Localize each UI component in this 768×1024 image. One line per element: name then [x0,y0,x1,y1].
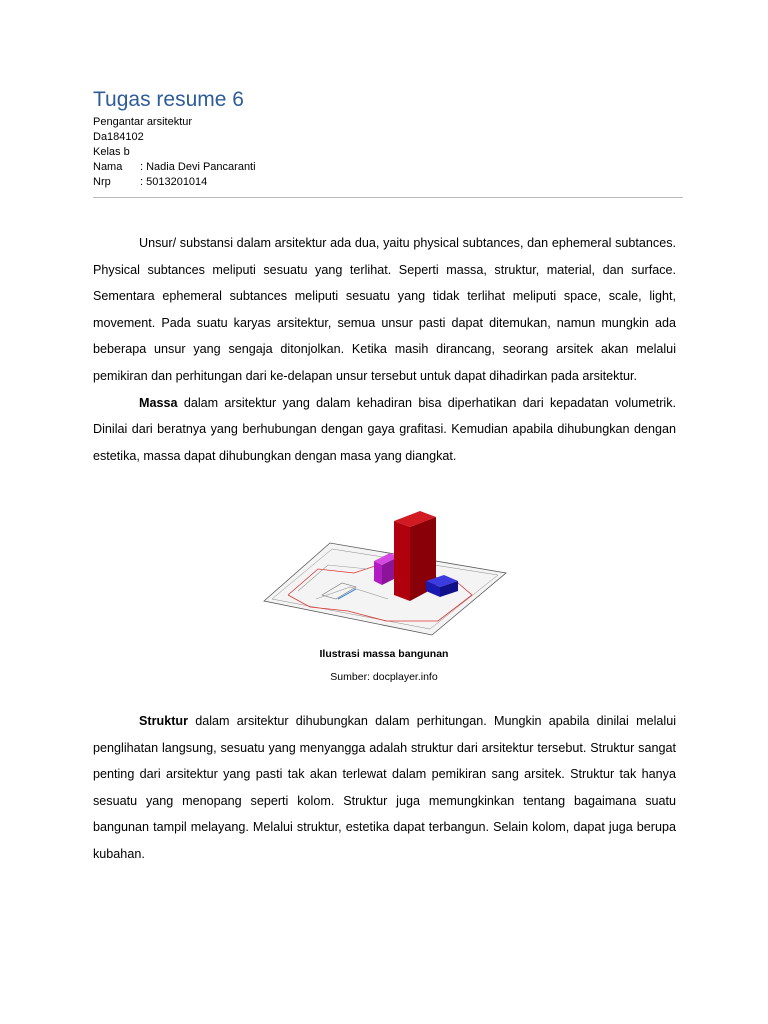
nrp-label: Nrp [93,176,111,188]
mass-illustration-image [258,503,510,638]
magenta-mass-front [374,561,382,585]
student-info [93,115,256,190]
header-divider [93,197,683,198]
course-name: Pengantar arsitektur [93,116,193,128]
struktur-paragraph [93,708,676,868]
struktur-term: Struktur [139,714,188,728]
course-code: Da184102 [93,131,144,143]
page-title: Tugas resume 6 [93,88,244,111]
struktur-text: dalam arsitektur dihubungkan dalam perhitungan. Mungkin apabila dinilai melalui penglihatan langsung, sesuatu yang menyangga adalah struktur dari arsitektur tersebut. Struktur sangat penting dari arsitektur yang pasti tak akan terlewat dalam pemikiran sang arsitek. Struktur tak hanya sesuatu yang menopang seperti kolom. Struktur juga memungkinkan tentang bagaimana suatu bangunan tampil melayang. Melalui struktur, estetika dapat terbangun. Selain kolom, dapat juga berupa kubahan. [93,714,676,861]
nrp-row [93,175,256,190]
massa-term: Massa [139,395,178,410]
body-section-1 [93,230,676,469]
name-value: : Nadia Devi Pancaranti [140,161,256,173]
name-row [93,160,256,175]
class-label: Kelas b [93,146,130,158]
figure-source: Sumber: docplayer.info [330,671,438,683]
red-mass-front [394,521,410,601]
nrp-value: : 5013201014 [140,176,208,188]
body-section-2 [93,708,676,868]
massa-paragraph [93,390,676,470]
name-label: Nama [93,161,123,173]
figure-caption: Ilustrasi massa bangunan [319,648,449,660]
massa-text: dalam arsitektur yang dalam kehadiran bisa diperhatikan dari kepadatan volumetrik. Dinilai dari beratnya yang berhubungan dengan gaya grafitasi. Kemudian apabila dihubungkan dengan estetika, massa dapat dihubungkan dengan masa yang diangkat. [93,395,676,463]
intro-paragraph: Unsur/ substansi dalam arsitektur ada dua, yaitu physical subtances, dan ephemeral subtances. Physical subtances meliputi sesuatu yang terlihat. Seperti massa, struktur, material, dan surface. Sementara ephemeral subtances meliputi sesuatu yang tidak terlihat meliputi space, scale, light, movement. Pada suatu karyas arsitektur, semua unsur pasti dapat ditemukan, namun mungkin ada beberapa unsur yang sengaja ditonjolkan. Ketika masih dirancang, seorang arsitek akan melalui pemikiran dan perhitungan dari ke-delapan unsur tersebut untuk dapat dihadirkan pada arsitektur. [93,236,676,383]
